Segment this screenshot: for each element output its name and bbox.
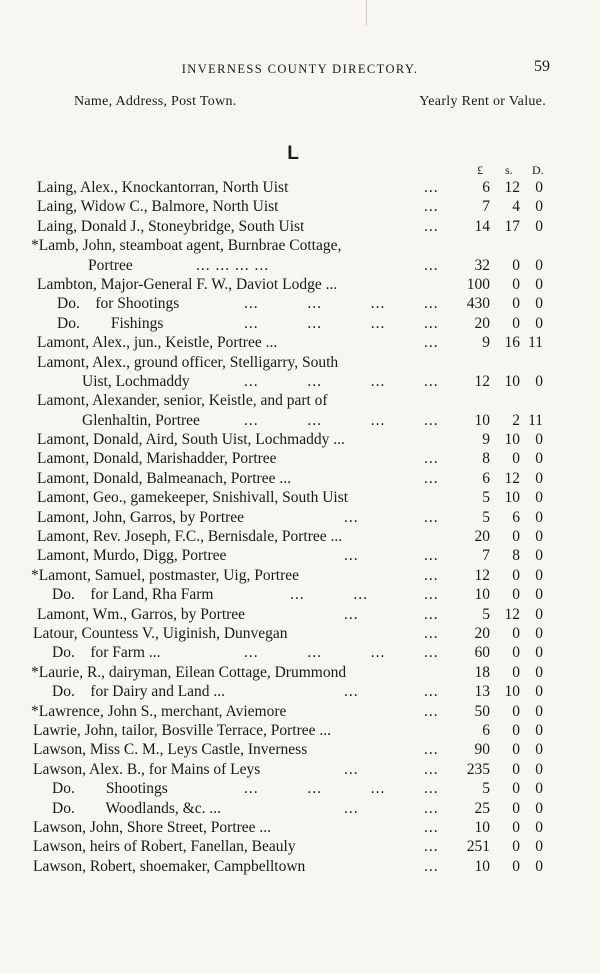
entry-text: Lamont, Murdo, Digg, Portree [37,547,227,565]
pounds-value: 20 [474,624,490,642]
leader-dots: ... [424,586,439,604]
pence-value: 11 [528,411,543,429]
list-item [0,760,600,779]
leader-dots: ... [344,799,359,817]
shillings-value: 0 [512,721,520,739]
shillings-value: 0 [512,566,520,584]
shillings-value: 0 [512,528,520,546]
shillings-value: 0 [512,857,520,875]
leader-dots: ... [424,217,439,235]
page-number: 59 [534,58,550,75]
shillings-value: 4 [512,198,520,216]
leader-dots: ... [424,605,439,623]
leader-dots: ... [424,780,439,798]
shillings-value: 0 [512,450,520,468]
pounds-value: 12 [474,566,490,584]
pounds-value: 5 [482,489,490,507]
pounds-value: 10 [474,586,490,604]
list-item [0,275,600,294]
shillings-value: 0 [512,663,520,681]
pence-value: 0 [535,586,543,604]
pence-value: 0 [535,838,543,856]
shillings-value: 6 [512,508,520,526]
pounds-value: 5 [482,780,490,798]
pounds-value: 6 [482,469,490,487]
pence-value: 0 [535,702,543,720]
entry-text: Latour, Countess V., Uiginish, Dunvegan [33,624,288,642]
pence-column-head: D. [532,163,544,177]
shillings-value: 0 [512,760,520,778]
list-item [0,799,600,818]
leader-dots: ... [424,644,439,662]
pence-value: 0 [535,721,543,739]
list-item [0,411,600,430]
pence-value: 0 [535,605,543,623]
leader-dots: ... ... ... [244,780,386,798]
leader-dots: ... [424,702,439,720]
pounds-value: 13 [474,683,490,701]
shillings-value: 10 [504,431,520,449]
list-item [0,178,600,197]
entry-text: *Lawrence, John S., merchant, Aviemore [31,702,287,720]
pounds-value: 100 [466,275,490,293]
entry-text: Lawson, Miss C. M., Leys Castle, Inverness [33,741,308,759]
entry-text: Lawson, Robert, shoemaker, Campbelltown [33,857,306,875]
list-item [0,663,600,682]
leader-dots: ... [424,741,439,759]
list-item [0,546,600,565]
entry-text: Do. Fishings [57,314,164,332]
list-item [0,624,600,643]
pence-value: 0 [535,489,543,507]
leader-dots: ... [424,411,439,429]
list-item [0,818,600,837]
pounds-value: 430 [466,295,490,313]
pence-value: 0 [535,547,543,565]
leader-dots: ... ... ... [244,644,386,662]
leader-dots: ... ... ... ... [196,256,270,274]
leader-dots: ... [344,760,359,778]
leader-dots: ... [424,256,439,274]
entry-text: Lawson, heirs of Robert, Fanellan, Beauly [33,838,296,856]
shillings-value: 0 [512,838,520,856]
pounds-column-head: £ [477,163,483,177]
list-item [0,449,600,468]
entry-text: Uist, Lochmaddy [82,372,190,390]
list-item [0,682,600,701]
shillings-value: 0 [512,295,520,313]
pence-value: 0 [535,295,543,313]
pence-value: 0 [535,198,543,216]
pounds-value: 12 [474,372,490,390]
pounds-value: 6 [482,721,490,739]
pounds-value: 10 [474,857,490,875]
entry-text: Lamont, Donald, Balmeanach, Portree ... [37,469,291,487]
pence-value: 0 [535,256,543,274]
entry-text: Lamont, Donald, Aird, South Uist, Lochmaddy ... [37,431,345,449]
shillings-value: 17 [504,217,520,235]
pence-value: 0 [535,469,543,487]
pounds-value: 7 [482,547,490,565]
pence-value: 0 [535,528,543,546]
pence-value: 0 [535,431,543,449]
shillings-value: 12 [504,605,520,623]
pounds-value: 5 [482,605,490,623]
pence-value: 0 [535,780,543,798]
list-item [0,197,600,216]
pounds-value: 10 [474,818,490,836]
entry-text: Laing, Widow C., Balmore, North Uist [37,198,279,216]
leader-dots: ... [424,838,439,856]
pence-value: 0 [535,217,543,235]
pounds-value: 9 [482,431,490,449]
entry-text: Do. for Shootings [57,295,180,313]
pounds-value: 60 [474,644,490,662]
pounds-value: 20 [474,314,490,332]
list-item [0,430,600,449]
pence-value: 0 [535,508,543,526]
shillings-value: 0 [512,702,520,720]
shillings-value: 12 [504,179,520,196]
leader-dots: ... ... ... [244,411,386,429]
section-letter: L [287,143,299,164]
leader-dots: ... [424,760,439,778]
leader-dots: ... [344,508,359,526]
leader-dots: ... [344,605,359,623]
entry-text: Laing, Donald J., Stoneybridge, South Uist [37,217,305,235]
pounds-value: 25 [474,799,490,817]
list-item [0,721,600,740]
pence-value: 0 [535,683,543,701]
pence-value: 0 [535,799,543,817]
list-item [0,333,600,352]
shillings-value: 8 [512,547,520,565]
leader-dots: ... [424,334,439,352]
list-item [0,857,600,876]
leader-dots: ... ... ... [244,372,386,390]
leader-dots: ... [424,857,439,875]
list-item [0,779,600,798]
shillings-value: 10 [504,489,520,507]
leader-dots: ... [424,818,439,836]
entry-text: Lamont, Rev. Joseph, F.C., Bernisdale, Portree ... [37,528,343,546]
shillings-value: 2 [512,411,520,429]
pounds-value: 6 [482,179,490,196]
shillings-value: 0 [512,780,520,798]
entry-text: Lawson, John, Shore Street, Portree ... [33,818,272,836]
shillings-value: 0 [512,586,520,604]
shillings-value: 12 [504,469,520,487]
entry-text: Lamont, Donald, Marishadder, Portree [37,450,277,468]
shillings-value: 0 [512,799,520,817]
pence-value: 0 [535,741,543,759]
leader-dots: ... [344,683,359,701]
pence-value: 0 [535,857,543,875]
list-item [0,837,600,856]
leader-dots: ... [424,547,439,565]
list-item [0,643,600,662]
pence-value: 0 [535,566,543,584]
leader-dots: ... [344,547,359,565]
pence-value: 0 [535,663,543,681]
column-caption-name: Name, Address, Post Town. [74,94,237,109]
running-header: INVERNESS COUNTY DIRECTORY. [181,62,419,76]
entry-list [0,178,600,876]
entry-text: Laing, Alex., Knockantorran, North Uist [37,179,289,196]
list-item [0,469,600,488]
list-item [0,488,600,507]
entry-text: Lamont, John, Garros, by Portree [37,508,245,526]
pounds-value: 90 [474,741,490,759]
leader-dots: ... [424,799,439,817]
list-item [0,217,600,236]
shillings-value: 0 [512,818,520,836]
entry-text: *Lamont, Samuel, postmaster, Uig, Portree [31,566,299,584]
entry-text: Do. Woodlands, &c. ... [52,799,221,817]
pounds-value: 9 [482,334,490,352]
leader-dots: ... [424,295,439,313]
pounds-value: 14 [474,217,490,235]
pounds-value: 20 [474,528,490,546]
pence-value: 0 [535,372,543,390]
entry-text: Do. for Dairy and Land ... [52,683,226,701]
shillings-value: 0 [512,644,520,662]
pence-value: 11 [528,334,543,352]
entry-text: Lamont, Wm., Garros, by Portree [37,605,246,623]
leader-dots: ... [424,683,439,701]
entry-text: Lamont, Alex., jun., Keistle, Portree ... [37,334,278,352]
shillings-value: 10 [504,683,520,701]
entry-text: Glenhaltin, Portree [82,411,200,429]
entry-text: Do. for Land, Rha Farm [52,586,214,604]
leader-dots: ... [424,179,439,196]
list-item [0,702,600,721]
pounds-value: 235 [466,760,490,778]
shillings-value: 0 [512,624,520,642]
pounds-value: 18 [474,663,490,681]
shillings-value: 0 [512,275,520,293]
leader-dots: ... [424,566,439,584]
leader-dots: ... [424,450,439,468]
list-item [0,372,600,391]
list-item [0,605,600,624]
shillings-value: 0 [512,314,520,332]
leader-dots: ... [424,198,439,216]
page-fold-mark [366,0,367,26]
shillings-value: 0 [512,256,520,274]
shillings-column-head: s. [505,163,513,177]
list-item [0,391,600,410]
pounds-value: 50 [474,702,490,720]
pence-value: 0 [535,644,543,662]
entry-text: Do. Shootings [52,780,168,798]
entry-text: Lamont, Alex., ground officer, Stelligarry, South [37,353,339,371]
entry-text: *Laurie, R., dairyman, Eilean Cottage, Drummond [31,663,347,681]
list-item [0,740,600,759]
leader-dots: ... ... [290,586,368,604]
list-item [0,585,600,604]
list-item [0,256,600,275]
entry-text: *Lamb, John, steamboat agent, Burnbrae Cottage, [31,237,342,255]
entry-text: Lawson, Alex. B., for Mains of Leys [33,760,261,778]
pounds-value: 7 [482,198,490,216]
pounds-value: 8 [482,450,490,468]
pounds-value: 32 [474,256,490,274]
list-item [0,508,600,527]
list-item [0,236,600,255]
pence-value: 0 [535,624,543,642]
pounds-value: 5 [482,508,490,526]
pence-value: 0 [535,275,543,293]
entry-text: Portree [88,256,133,274]
list-item [0,314,600,333]
list-item [0,527,600,546]
entry-text: Lamont, Alexander, senior, Keistle, and part of [37,392,328,410]
leader-dots: ... [424,508,439,526]
pence-value: 0 [535,314,543,332]
pence-value: 0 [535,179,543,196]
pence-value: 0 [535,818,543,836]
pence-value: 0 [535,760,543,778]
leader-dots: ... [424,624,439,642]
entry-text: Lamont, Geo., gamekeeper, Snishivall, South Uist [37,489,349,507]
leader-dots: ... ... ... [244,314,386,332]
leader-dots: ... [424,314,439,332]
list-item [0,294,600,313]
entry-text: Lambton, Major-General F. W., Daviot Lodge ... [37,275,338,293]
list-item [0,566,600,585]
leader-dots: ... ... ... [244,295,386,313]
entry-text: Do. for Farm ... [52,644,161,662]
column-caption-rent: Yearly Rent or Value. [419,94,546,109]
entry-text: Lawrie, John, tailor, Bosville Terrace, Portree ... [33,721,332,739]
leader-dots: ... [424,372,439,390]
leader-dots: ... [424,469,439,487]
pence-value: 0 [535,450,543,468]
shillings-value: 16 [504,334,520,352]
shillings-value: 10 [504,372,520,390]
list-item [0,353,600,372]
shillings-value: 0 [512,741,520,759]
pounds-value: 251 [466,838,490,856]
pounds-value: 10 [474,411,490,429]
